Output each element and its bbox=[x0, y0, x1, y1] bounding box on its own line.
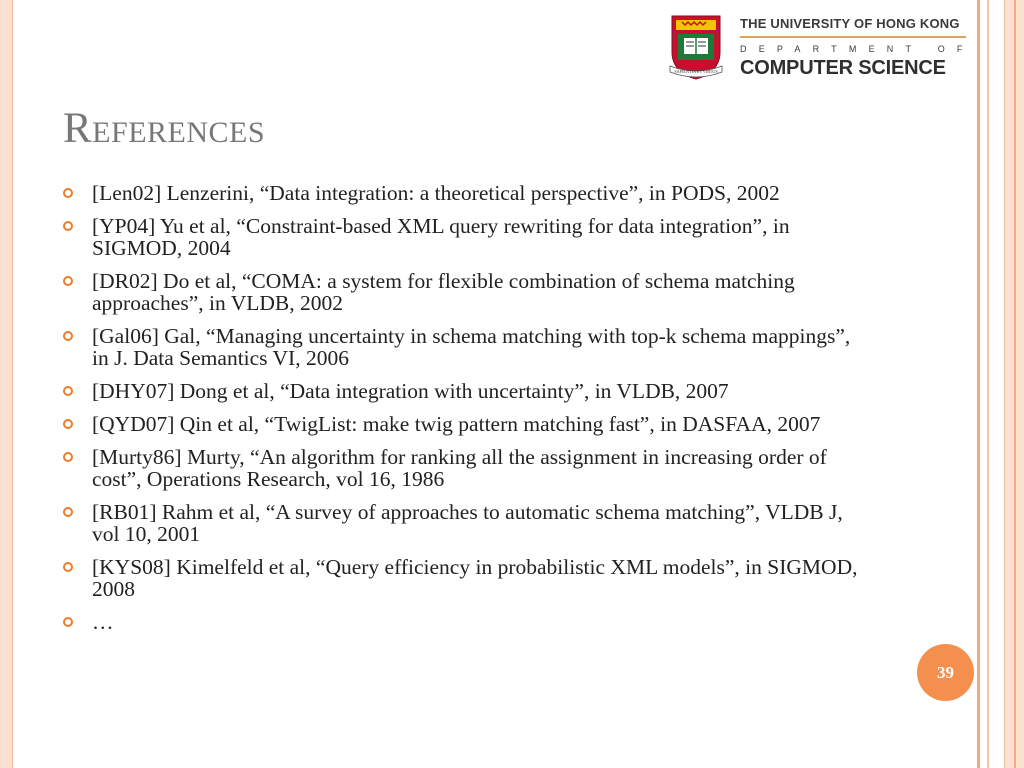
reference-text: … bbox=[92, 610, 114, 634]
bullet-icon bbox=[63, 221, 73, 231]
logo-school-name: COMPUTER SCIENCE bbox=[740, 57, 946, 79]
reference-item bbox=[62, 611, 862, 633]
reference-text: [YP04] Yu et al, “Constraint-based XML query rewriting for data integration”, in SIGMOD, 2004 bbox=[92, 214, 790, 260]
left-decorative-border bbox=[0, 0, 13, 768]
right-decorative-stripe bbox=[987, 0, 989, 768]
bullet-icon bbox=[63, 562, 73, 572]
bullet-icon bbox=[63, 507, 73, 517]
reference-text: [DHY07] Dong et al, “Data integration with uncertainty”, in VLDB, 2007 bbox=[92, 379, 729, 403]
reference-item bbox=[62, 270, 862, 314]
logo-university-name: THE UNIVERSITY OF HONG KONG bbox=[740, 16, 960, 31]
reference-item bbox=[62, 325, 862, 369]
bullet-icon bbox=[63, 276, 73, 286]
reference-item bbox=[62, 380, 862, 402]
right-decorative-stripe bbox=[1014, 0, 1016, 768]
bullet-icon bbox=[63, 617, 73, 627]
reference-item bbox=[62, 501, 862, 545]
page-number-badge: 39 bbox=[917, 644, 974, 701]
reference-text: [KYS08] Kimelfeld et al, “Query efficiency in probabilistic XML models”, in SIGMOD, 2008 bbox=[92, 555, 858, 601]
reference-text: [DR02] Do et al, “COMA: a system for flexible combination of schema matching approaches”, in VLDB, 2002 bbox=[92, 269, 795, 315]
slide-title: References bbox=[63, 105, 266, 152]
reference-text: [RB01] Rahm et al, “A survey of approaches to automatic schema matching”, VLDB J, vol 10, 2001 bbox=[92, 500, 843, 546]
bullet-icon bbox=[63, 331, 73, 341]
university-crest-icon bbox=[668, 14, 724, 80]
bullet-icon bbox=[63, 419, 73, 429]
reference-text: [Len02] Lenzerini, “Data integration: a theoretical perspective”, in PODS, 2002 bbox=[92, 181, 780, 205]
reference-item bbox=[62, 215, 862, 259]
hku-cs-logo bbox=[668, 14, 975, 80]
bullet-icon bbox=[63, 188, 73, 198]
right-decorative-stripe bbox=[977, 0, 980, 768]
logo-divider bbox=[740, 36, 966, 38]
reference-text: [Gal06] Gal, “Managing uncertainty in schema matching with top-k schema mappings”, in J. Data Semantics VI, 2006 bbox=[92, 324, 851, 370]
reference-item bbox=[62, 413, 862, 435]
references-list bbox=[62, 182, 862, 644]
reference-item bbox=[62, 446, 862, 490]
reference-item bbox=[62, 556, 862, 600]
reference-text: [Murty86] Murty, “An algorithm for ranking all the assignment in increasing order of cost”, Operations Research, vol 16, 1986 bbox=[92, 445, 827, 491]
logo-department-label: DEPARTMENT OF bbox=[740, 44, 975, 54]
svg-text:SAPIENTIA ET VIRTUS: SAPIENTIA ET VIRTUS bbox=[674, 69, 718, 74]
reference-item bbox=[62, 182, 862, 204]
bullet-icon bbox=[63, 452, 73, 462]
reference-text: [QYD07] Qin et al, “TwigList: make twig pattern matching fast”, in DASFAA, 2007 bbox=[92, 412, 821, 436]
bullet-icon bbox=[63, 386, 73, 396]
